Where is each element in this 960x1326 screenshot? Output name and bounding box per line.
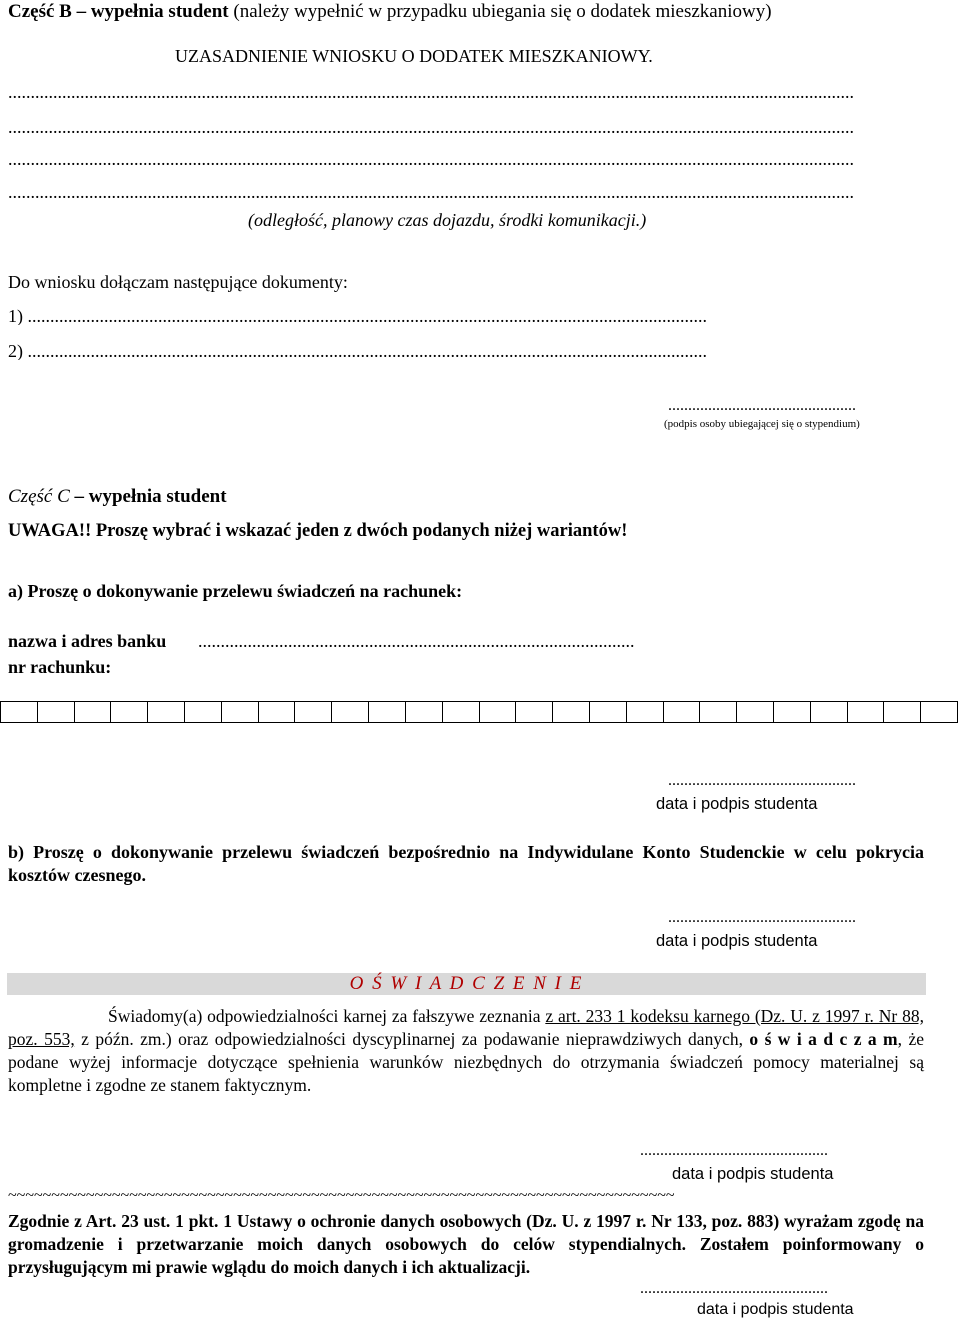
part-b-hint: (odległość, planowy czas dojazdu, środki komunikacji.) xyxy=(248,210,647,230)
part-b-title: UZASADNIENIE WNIOSKU O DODATEK MIESZKANIOWY. xyxy=(175,46,653,66)
declaration-emphasis: o ś w i a d c z a m xyxy=(749,1029,898,1049)
consent-signature-caption: data i podpis studenta xyxy=(697,1301,854,1318)
account-digit-cell[interactable] xyxy=(332,702,369,722)
account-number-grid[interactable] xyxy=(0,701,958,723)
account-digit-cell[interactable] xyxy=(627,702,664,722)
part-c-warning: UWAGA!! Proszę wybrać i wskazać jeden z dwóch podanych niżej wariantów! xyxy=(8,521,628,541)
part-b-signature-caption: (podpis osoby ubiegającej się o stypendium) xyxy=(664,418,860,430)
account-digit-cell[interactable] xyxy=(811,702,848,722)
option-b: b) Proszę o dokonywanie przelewu świadczeń bezpośrednio na Indywidulane Konto Studenckie w celu pokrycia kosztów czesnego. xyxy=(8,842,924,885)
consent-signature-dots[interactable]: ............................................... xyxy=(640,1281,828,1297)
dotted-line-3[interactable]: ............................................................................................................................................................................................ xyxy=(8,150,854,168)
account-digit-cell[interactable] xyxy=(774,702,811,722)
account-digit-cell[interactable] xyxy=(884,702,921,722)
account-digit-cell[interactable] xyxy=(38,702,75,722)
part-c-heading-rest: – wypełnia student xyxy=(69,486,227,507)
dotted-line-1[interactable]: ............................................................................................................................................................................................ xyxy=(8,83,854,101)
declaration-text-1: Świadomy(a) odpowiedzialności karnej za fałszywe zeznania xyxy=(108,1006,546,1026)
bank-label: nazwa i adres banku xyxy=(8,631,167,651)
doc-item-1[interactable]: 1) ....................................................................................................................................................... xyxy=(8,307,707,325)
doc-item-2[interactable]: 2) ....................................................................................................................................................... xyxy=(8,342,707,360)
declaration-signature-dots[interactable]: ............................................... xyxy=(640,1143,828,1159)
account-digit-cell[interactable] xyxy=(1,702,38,722)
dotted-line-2[interactable]: ............................................................................................................................................................................................ xyxy=(8,118,854,136)
declaration-text-3: , że podane wyżej informacje dotyczące spełnienia warunków niezbędnych do otrzymania świadczeń pomocy materialnej są kompletne i zgodne ze stanem faktycznym. xyxy=(8,1029,924,1095)
declaration-title: O Ś W I A D C Z E N I E xyxy=(7,973,926,995)
account-digit-cell[interactable] xyxy=(590,702,627,722)
account-digit-cell[interactable] xyxy=(185,702,222,722)
option-a: a) Proszę o dokonywanie przelewu świadczeń na rachunek: xyxy=(8,581,463,601)
account-digit-cell[interactable] xyxy=(443,702,480,722)
part-c-heading-italic: Część C xyxy=(8,486,70,507)
account-digit-cell[interactable] xyxy=(664,702,701,722)
account-digit-cell[interactable] xyxy=(222,702,259,722)
account-digit-cell[interactable] xyxy=(553,702,590,722)
part-b-heading xyxy=(8,2,772,21)
account-digit-cell[interactable] xyxy=(516,702,553,722)
account-digit-cell[interactable] xyxy=(111,702,148,722)
account-digit-cell[interactable] xyxy=(259,702,296,722)
account-digit-cell[interactable] xyxy=(75,702,112,722)
account-digit-cell[interactable] xyxy=(295,702,332,722)
penal-code-reference[interactable]: z art. 233 1 kodeksu karnego (Dz. U. z 1997 r. Nr 88, poz. 553, xyxy=(8,1006,924,1049)
account-digit-cell[interactable] xyxy=(921,702,958,722)
option-b-signature-dots[interactable]: ............................................... xyxy=(668,910,856,926)
account-digit-cell[interactable] xyxy=(737,702,774,722)
declaration-text-2: z późn. zm.) oraz odpowiedzialności dyscyplinarnej za podawanie nieprawdziwych danych, xyxy=(74,1029,750,1049)
account-digit-cell[interactable] xyxy=(148,702,185,722)
account-digit-cell[interactable] xyxy=(700,702,737,722)
declaration-signature-caption: data i podpis studenta xyxy=(672,1165,834,1183)
account-digit-cell[interactable] xyxy=(369,702,406,722)
part-c-heading xyxy=(8,487,227,506)
dotted-line-4[interactable]: ............................................................................................................................................................................................ xyxy=(8,183,854,201)
option-a-signature-dots[interactable]: ............................................... xyxy=(668,773,856,789)
part-b-heading-bold: Część B – wypełnia student xyxy=(8,1,229,22)
consent-text: Zgodnie z Art. 23 ust. 1 pkt. 1 Ustawy o ochronie danych osobowych (Dz. U. z 1997 r. Nr 133, poz. 883) wyrażam zgodę na gromadzenie i przetwarzanie moich danych osobowych do celów stypendialnych. Zostałem poinformowany o przysługującym mi prawie wglądu do moich danych i ich aktualizacji. xyxy=(8,1211,924,1277)
option-a-signature-caption: data i podpis studenta xyxy=(656,795,818,813)
account-digit-cell[interactable] xyxy=(406,702,443,722)
part-b-heading-rest: (należy wypełnić w przypadku ubiegania się o dodatek mieszkaniowy) xyxy=(228,1,772,22)
tilde-separator: ~~~~~~~~~~~~~~~~~~~~~~~~~~~~~~~~~~~~~~~~~~~~~~~~~~~~~~~~~~~~~~~~~~~~~~~~~~~~~ xyxy=(8,1188,675,1204)
docs-label: Do wniosku dołączam następujące dokumenty: xyxy=(8,272,348,292)
option-b-signature-caption: data i podpis studenta xyxy=(656,932,818,950)
bank-field[interactable]: ................................................................................................. xyxy=(198,632,635,650)
part-b-signature-dots[interactable]: ............................................... xyxy=(668,398,856,414)
account-label: nr rachunku: xyxy=(8,657,112,677)
declaration-text xyxy=(8,1005,924,1097)
account-digit-cell[interactable] xyxy=(848,702,885,722)
account-digit-cell[interactable] xyxy=(480,702,517,722)
